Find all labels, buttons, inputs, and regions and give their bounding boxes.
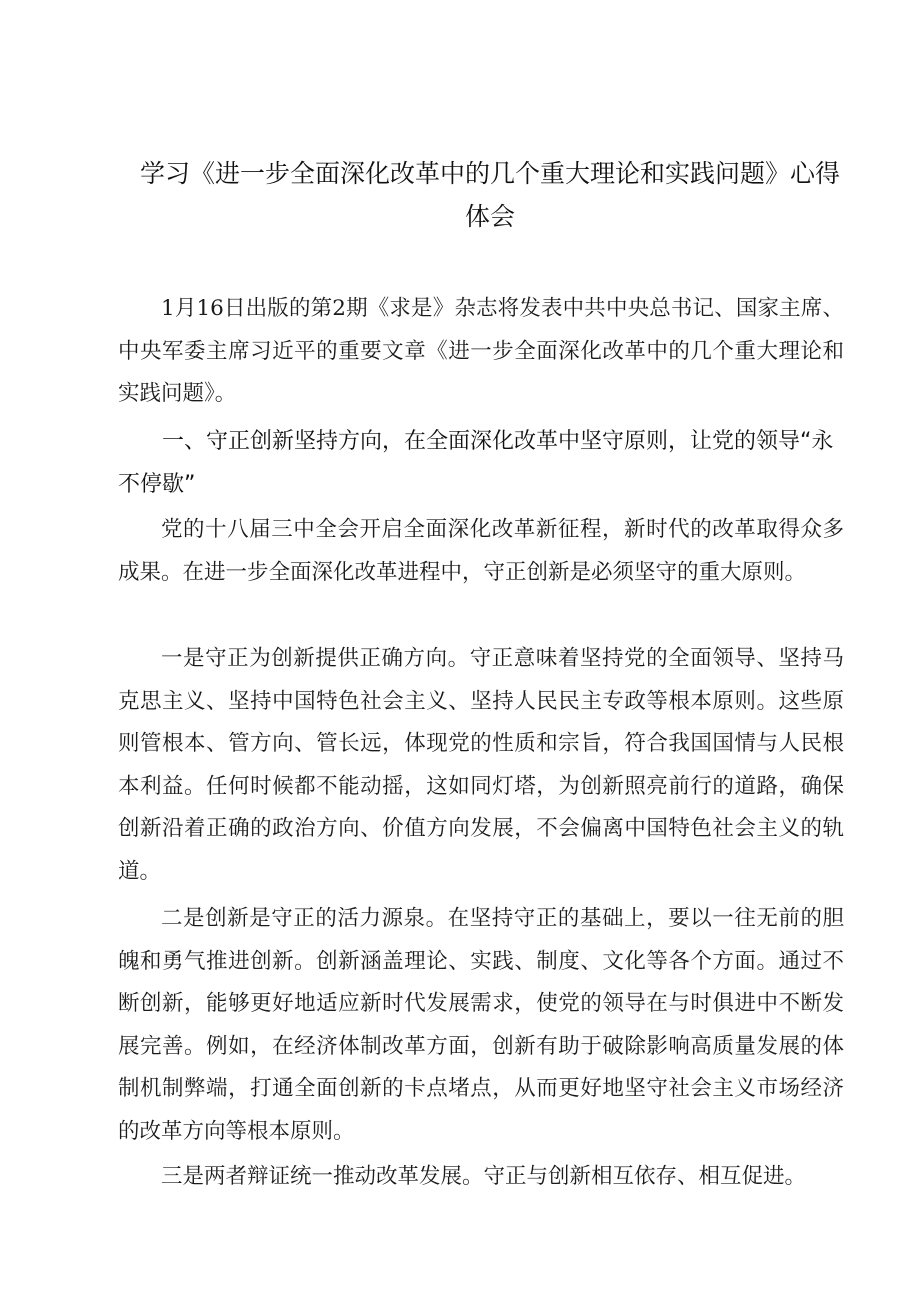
- section-heading-1: 一、守正创新坚持方向，在全面深化改革中坚守原则，让党的领导“永不停歇”: [118, 429, 834, 497]
- intro-paragraph: 1月16日出版的第2期《求是》杂志将发表中共中央总书记、国家主席、中央军委主席习近平的重要文章《进一步全面深化改革中的几个重大理论和实践问题》。: [118, 296, 844, 406]
- document-title-line-2: 体会: [464, 202, 515, 231]
- point-one-paragraph: 一是守正为创新提供正确方向。守正意味着坚持党的全面领导、坚持马克思主义、坚持中国特色社会主义、坚持人民民主专政等根本原则。这些原则管根本、管方向、管长远，体现党的性质和宗旨，符合我国国情与人民根本利益。任何时候都不能动摇，这如同灯塔，为创新照亮前行的道路，确保创新沿着正确的政治方向、价值方向发展，不会偏离中国特色社会主义的轨道。: [118, 646, 844, 884]
- point-two-paragraph: 二是创新是守正的活力源泉。在坚持守正的基础上，要以一往无前的胆魄和勇气推进创新。创新涵盖理论、实践、制度、文化等各个方面。通过不断创新，能够更好地适应新时代发展需求，使党的领导在与时俱进中不断发展完善。例如，在经济体制改革方面，创新有助于破除影响高质量发展的体制机制弊端，打通全面创新的卡点堵点，从而更好地坚守社会主义市场经济的改革方向等根本原则。: [118, 906, 844, 1144]
- point-three-paragraph: 三是两者辩证统一推动改革发展。守正与创新相互依存、相互促进。: [161, 1164, 807, 1189]
- document-title-line-1: 学习《进一步全面深化改革中的几个重大理论和实践问题》心得: [139, 159, 840, 188]
- background-paragraph: 党的十八届三中全会开启全面深化改革新征程，新时代的改革取得众多成果。在进一步全面深化改革进程中，守正创新是必须坚守的重大原则。: [118, 517, 844, 585]
